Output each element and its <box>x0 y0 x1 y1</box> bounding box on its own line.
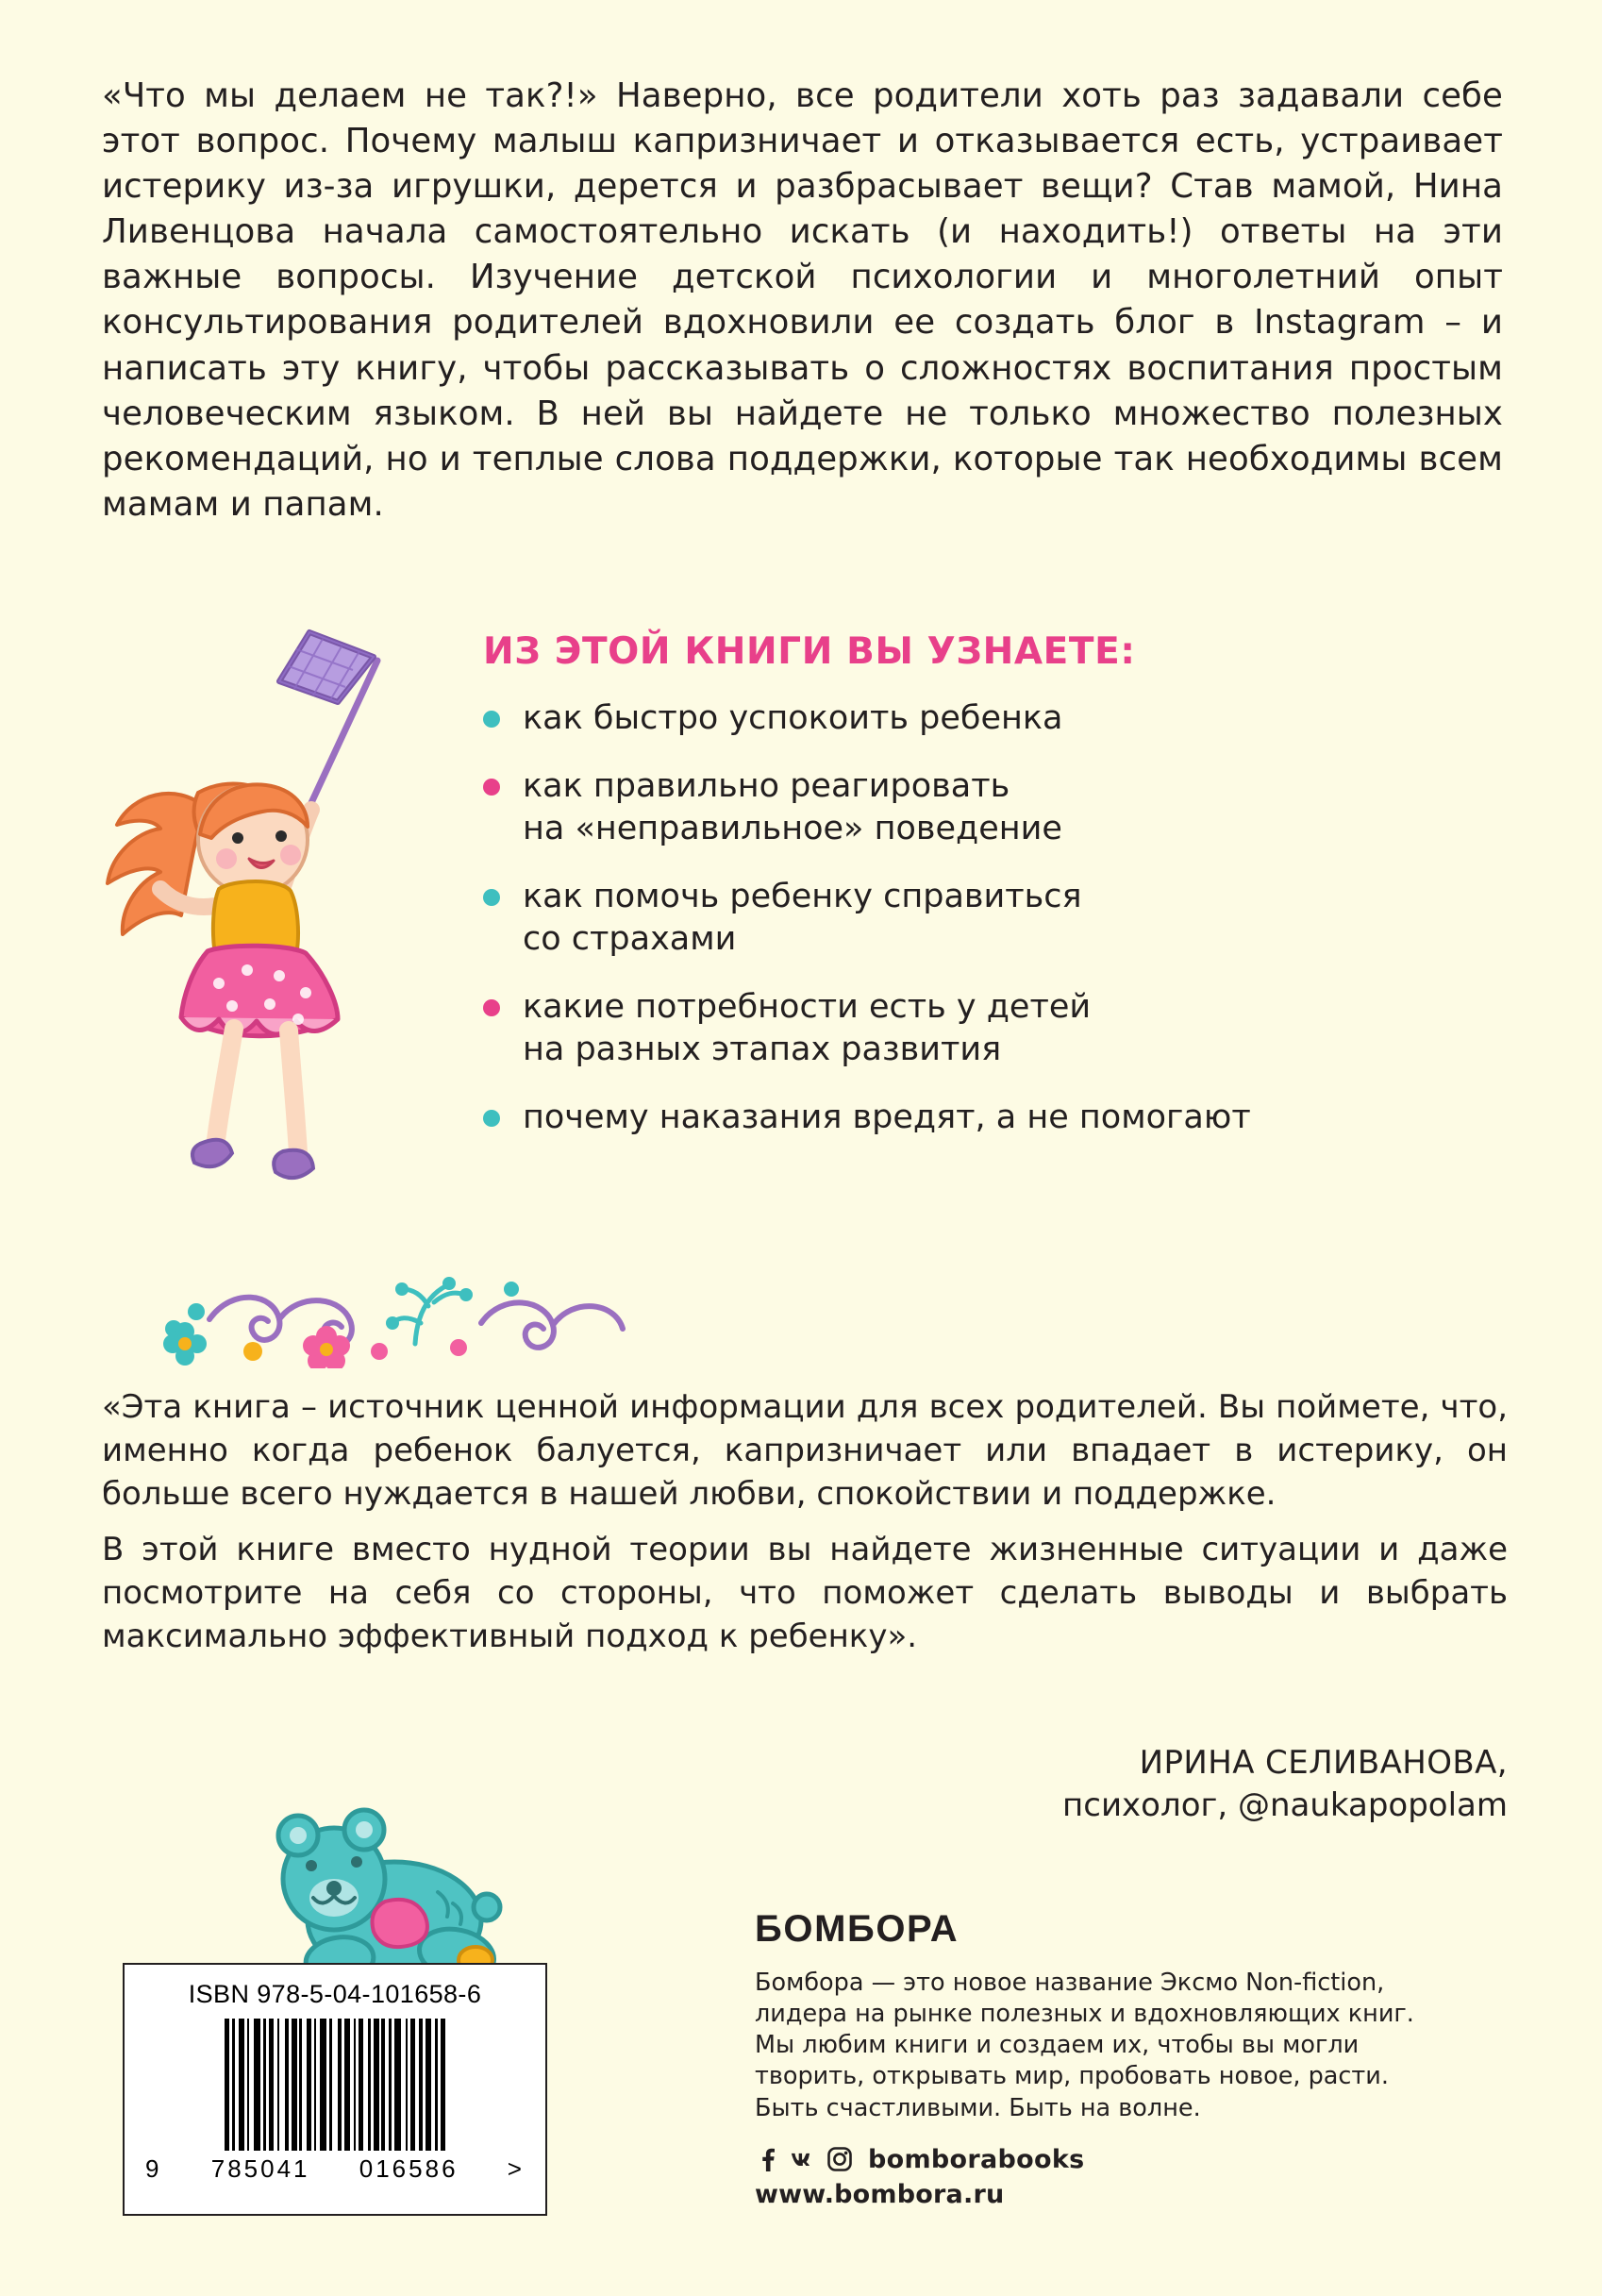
barcode-digits <box>125 2151 545 2184</box>
list-item <box>483 876 1511 962</box>
bullet-icon <box>483 779 500 796</box>
highlights-block <box>483 630 1511 1164</box>
publisher-block <box>755 1908 1415 2209</box>
list-item <box>483 1097 1511 1140</box>
highlight-text-4: какие потребности есть у детей на разных этапах развития <box>523 987 1092 1068</box>
isbn-label: ISBN 978-5-04-101658-6 <box>188 1980 482 2008</box>
barcode-digit-left: 9 <box>145 2154 162 2183</box>
publisher-description: Бомбора — это новое название Эксмо Non-fiction, лидера на рынке полезных и вдохновляющих книг. Мы любим книги и создаем их, чтобы вы могли творить, открывать мир, пробовать новое, расти. Быть счастливыми. Быть на волне. <box>755 1969 1414 2122</box>
bullet-icon <box>483 711 500 728</box>
instagram-icon[interactable] <box>826 2146 853 2172</box>
bullet-icon <box>483 889 500 906</box>
girl-with-flag-illustration <box>94 623 453 1246</box>
highlights-list <box>483 697 1511 1139</box>
publisher-social-handle[interactable]: bomborabooks <box>868 2144 1085 2174</box>
review-paragraph-1: «Эта книга – источник ценной информации для всех родителей. Вы поймете, что, именно когда ребенок балуется, капризничает или впадает в истерику, он больше всего нуждается в нашей любви, спокойствии и поддержке. <box>102 1388 1508 1514</box>
barcode-digit-end: > <box>507 2154 525 2183</box>
barcode-digit-right: 016586 <box>359 2154 459 2183</box>
highlights-title: ИЗ ЭТОЙ КНИГИ ВЫ УЗНАЕТЕ: <box>483 630 1136 673</box>
highlight-text-5: почему наказания вредят, а не помогают <box>523 1098 1251 1136</box>
highlight-text-1: как быстро успокоить ребенка <box>523 699 1063 737</box>
intro-paragraph: «Что мы делаем не так?!» Наверно, все родители хоть раз задавали себе этот вопрос. Почему малыш капризничает и отказывается есть, устраивает истерику из-за игрушки, дерется и разбрасывает вещи? Став мамой, Нина Ливенцова начала самостоятельно искать (и находить!) ответы на эти важные вопросы. Изучение детской психологии и многолетний опыт консультирования родителей вдохновили ее создать блог в Instagram – и написать эту книгу, чтобы рассказывать о сложностях воспитания простым человеческим языком. В ней вы найдете не только множество полезных рекомендаций, но и теплые слова поддержки, которые так необходимы всем мамам и папам. <box>102 76 1503 524</box>
barcode-bars <box>125 2019 545 2151</box>
review-quote <box>102 1385 1508 1658</box>
publisher-logo: БОМБОРА <box>755 1908 960 1950</box>
list-item <box>483 986 1511 1072</box>
highlight-text-3: как помочь ребенку справиться со страхами <box>523 877 1082 958</box>
review-author-name: ИРИНА СЕЛИВАНОВА, <box>1139 1744 1508 1782</box>
review-author-role: психолог, @naukapopolam <box>1062 1785 1508 1824</box>
bullet-icon <box>483 1110 500 1127</box>
highlight-text-2: как правильно реагировать на «неправильное» поведение <box>523 766 1062 847</box>
isbn-barcode-box <box>123 1963 547 2216</box>
bullet-icon <box>483 999 500 1016</box>
facebook-icon[interactable] <box>755 2146 781 2172</box>
publisher-website[interactable]: www.bombora.ru <box>755 2179 1005 2209</box>
vk-icon[interactable] <box>791 2146 817 2172</box>
publisher-social-row[interactable] <box>755 2145 1415 2174</box>
list-item <box>483 765 1511 851</box>
review-paragraph-2: В этой книге вместо нудной теории вы найдете жизненные ситуации и даже посмотрите на себя со стороны, что поможет сделать выводы и выбрать максимально эффективный подход к ребенку». <box>102 1530 1508 1656</box>
floral-divider-ornament <box>142 1265 632 1368</box>
list-item <box>483 697 1511 741</box>
barcode-digit-mid: 785041 <box>210 2154 310 2183</box>
